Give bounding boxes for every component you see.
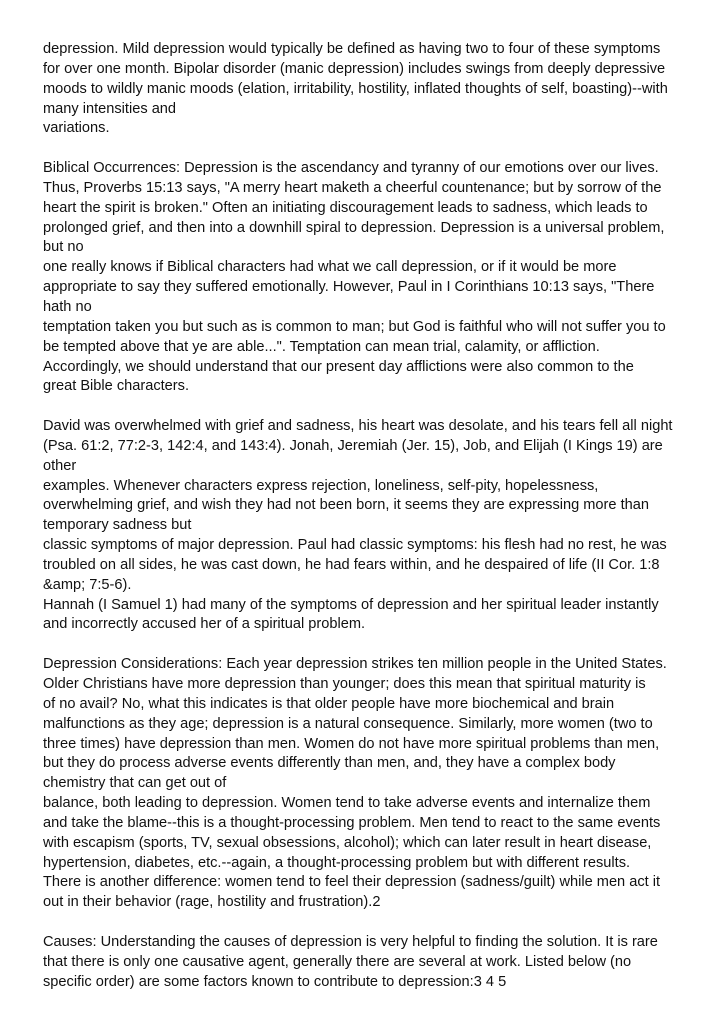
text-line: variations. [43, 120, 110, 137]
text-line: that there is only one causative agent, generally there are several at work. Listed below (no [43, 953, 632, 970]
text-line: overwhelming grief, and wish they had not been born, it seems they are expressing more than [43, 497, 649, 514]
paragraph [43, 159, 723, 397]
document-body [43, 40, 723, 1012]
text-line: but no [43, 239, 84, 256]
text-line: Depression Considerations: Each year depression strikes ten million people in the United States. [43, 656, 667, 673]
text-line: Older Christians have more depression than younger; does this mean that spiritual maturity is [43, 676, 646, 692]
text-line: temporary sadness but [43, 517, 192, 534]
text-line: great Bible characters. [43, 378, 190, 395]
paragraph [43, 933, 723, 993]
text-line: moods to wildly manic moods (elation, irritability, hostility, inflated thoughts of self, boasting)--with [43, 80, 668, 97]
text-line: appropriate to say they suffered emotionally. However, Paul in I Corinthians 10:13 says, "There [43, 279, 655, 296]
text-line: prolonged grief, and then into a downhill spiral to depression. Depression is a universal problem, [43, 219, 665, 236]
text-line: Accordingly, we should understand that our present day afflictions were also common to the [43, 358, 634, 375]
text-line: balance, both leading to depression. Women tend to take adverse events and internalize them [43, 795, 651, 812]
text-line: troubled on all sides, he was cast down, he had fears within, and he despaired of life (II Cor. 1:8 [43, 556, 660, 573]
text-line: classic symptoms of major depression. Paul had classic symptoms: his flesh had no rest, he was [43, 537, 667, 554]
text-line: chemistry that can get out of [43, 775, 227, 792]
text-line: Causes: Understanding the causes of depression is very helpful to finding the solution. It is rare [43, 933, 658, 950]
text-line: Thus, Proverbs 15:13 says, "A merry heart maketh a cheerful countenance; but by sorrow of the [43, 179, 662, 196]
text-line: temptation taken you but such as is common to man; but God is faithful who will not suffer you to [43, 318, 666, 335]
text-line: three times) have depression than men. Women do not have more spiritual problems than men, [43, 735, 660, 752]
text-line: of no avail? No, what this indicates is that older people have more biochemical and brain [43, 695, 615, 712]
paragraph [43, 655, 723, 913]
paragraph [43, 417, 723, 635]
text-line: be tempted above that ye are able...". Temptation can mean trial, calamity, or affliction. [43, 338, 600, 355]
text-line: Hannah (I Samuel 1) had many of the symptoms of depression and her spiritual leader instantly [43, 596, 659, 613]
text-line: Biblical Occurrences: Depression is the ascendancy and tyranny of our emotions over our lives. [43, 160, 659, 177]
text-line: There is another difference: women tend to feel their depression (sadness/guilt) while men act it [43, 874, 661, 891]
text-line: many intensities and [43, 100, 177, 117]
text-line: &amp; 7:5-6). [43, 576, 132, 593]
text-line: hath no [43, 298, 92, 315]
text-line: and incorrectly accused her of a spiritual problem. [43, 616, 366, 633]
text-line: depression. Mild depression would typically be defined as having two to four of these symptoms [43, 41, 661, 57]
text-line: other [43, 457, 77, 474]
text-line: hypertension, diabetes, etc.--again, a thought-processing problem but with different results. [43, 854, 631, 871]
text-line: David was overwhelmed with grief and sadness, his heart was desolate, and his tears fell all night [43, 418, 673, 435]
text-line: examples. Whenever characters express rejection, loneliness, self-pity, hopelessness, [43, 477, 599, 494]
text-line: but they do process adverse events differently than men, and, they have a complex body [43, 755, 616, 772]
text-line: malfunctions as they age; depression is a natural consequence. Similarly, more women (two to [43, 715, 653, 732]
text-line: specific order) are some factors known to contribute to depression:3 4 5 [43, 973, 507, 990]
text-line: with escapism (sports, TV, sexual obsessions, alcohol); which can later result in heart disease, [43, 834, 652, 851]
text-line: (Psa. 61:2, 77:2-3, 142:4, and 143:4). Jonah, Jeremiah (Jer. 15), Job, and Elijah (I Kings 19) are [43, 437, 663, 454]
text-line: out in their behavior (rage, hostility and frustration).2 [43, 894, 381, 911]
text-line: and take the blame--this is a thought-processing problem. Men tend to react to the same events [43, 814, 661, 831]
text-line: heart the spirit is broken." Often an initiating discouragement leads to sadness, which leads to [43, 199, 648, 216]
paragraph [43, 40, 723, 139]
text-line: one really knows if Biblical characters had what we call depression, or if it would be more [43, 259, 617, 276]
text-line: for over one month. Bipolar disorder (manic depression) includes swings from deeply depressive [43, 60, 666, 77]
